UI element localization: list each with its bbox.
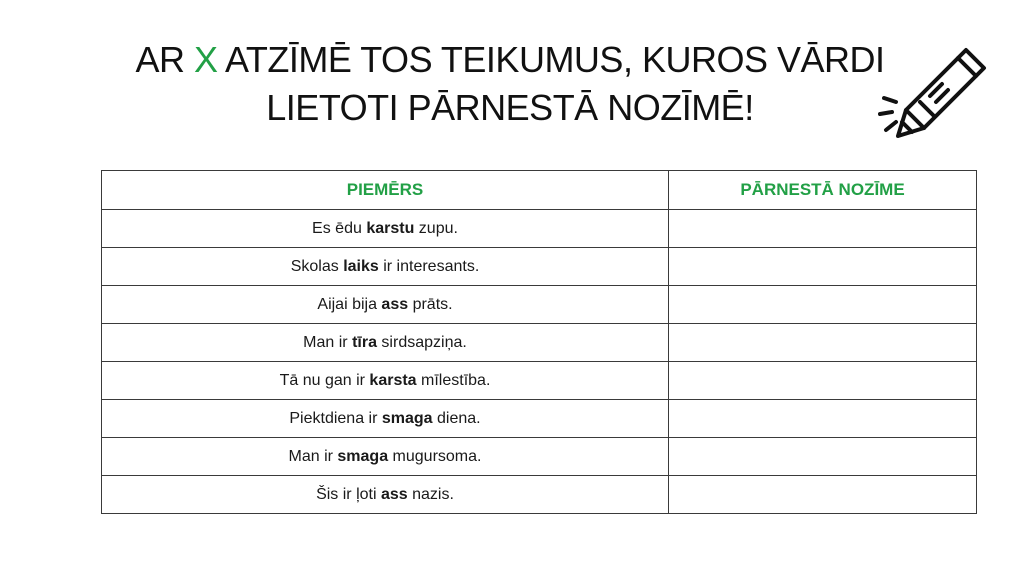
sentence-text: sirdsapziņa. [376, 333, 467, 351]
title-line-2: LIETOTI PĀRNESTĀ NOZĪMĒ! [266, 87, 754, 128]
table-row [102, 248, 977, 286]
header-figurative-meaning: PĀRNESTĀ NOZĪME [669, 171, 977, 210]
sentence-text: zupu. [414, 219, 458, 237]
table-row [102, 400, 977, 438]
example-sentence [102, 210, 669, 248]
title-x-mark: X [194, 39, 218, 80]
sentence-text: prāts. [408, 295, 453, 313]
title-prefix: AR [135, 39, 195, 80]
title-line-1 [136, 39, 885, 80]
example-sentence [102, 438, 669, 476]
key-word: tīra [352, 333, 377, 351]
key-word: smaga [337, 447, 389, 465]
example-sentence [102, 476, 669, 514]
answer-cell[interactable] [669, 400, 977, 438]
key-word: ass [381, 295, 409, 313]
sentence-text: mugursoma. [388, 447, 482, 465]
sentence-text: nazis. [407, 485, 454, 503]
answer-cell[interactable] [669, 210, 977, 248]
sentence-text: ir interesants. [378, 257, 480, 275]
example-sentence [102, 362, 669, 400]
key-word: ass [380, 485, 408, 503]
sentence-text: Man ir [288, 447, 338, 465]
answer-cell[interactable] [669, 324, 977, 362]
table-row [102, 210, 977, 248]
sentence-text: mīlestība. [416, 371, 491, 389]
sentence-text: Man ir [303, 333, 353, 351]
key-word: karsta [369, 371, 417, 389]
header-example: PIEMĒRS [102, 171, 669, 210]
sentence-text: diena. [432, 409, 481, 427]
sentence-text: Tā nu gan ir [279, 371, 370, 389]
example-sentence [102, 286, 669, 324]
table-header-row [102, 171, 977, 210]
sentence-text: Šis ir ļoti [316, 485, 381, 503]
sentence-text: Es ēdu [312, 219, 367, 237]
sentence-text: Piektdiena ir [289, 409, 382, 427]
example-sentence [102, 400, 669, 438]
key-word: laiks [343, 257, 379, 275]
examples-table [101, 170, 977, 514]
title-suffix: ATZĪMĒ TOS TEIKUMUS, KUROS VĀRDI [217, 39, 885, 80]
table-row [102, 476, 977, 514]
key-word: karstu [366, 219, 415, 237]
sentence-text: Skolas [290, 257, 344, 275]
table-row [102, 286, 977, 324]
pencil-icon [876, 40, 988, 140]
table-row [102, 362, 977, 400]
example-sentence [102, 248, 669, 286]
sentence-text: Aijai bija [317, 295, 382, 313]
answer-cell[interactable] [669, 286, 977, 324]
key-word: smaga [381, 409, 433, 427]
answer-cell[interactable] [669, 476, 977, 514]
answer-cell[interactable] [669, 248, 977, 286]
table-row [102, 438, 977, 476]
answer-cell[interactable] [669, 438, 977, 476]
answer-cell[interactable] [669, 362, 977, 400]
table-row [102, 324, 977, 362]
page-title [80, 36, 940, 132]
example-sentence [102, 324, 669, 362]
